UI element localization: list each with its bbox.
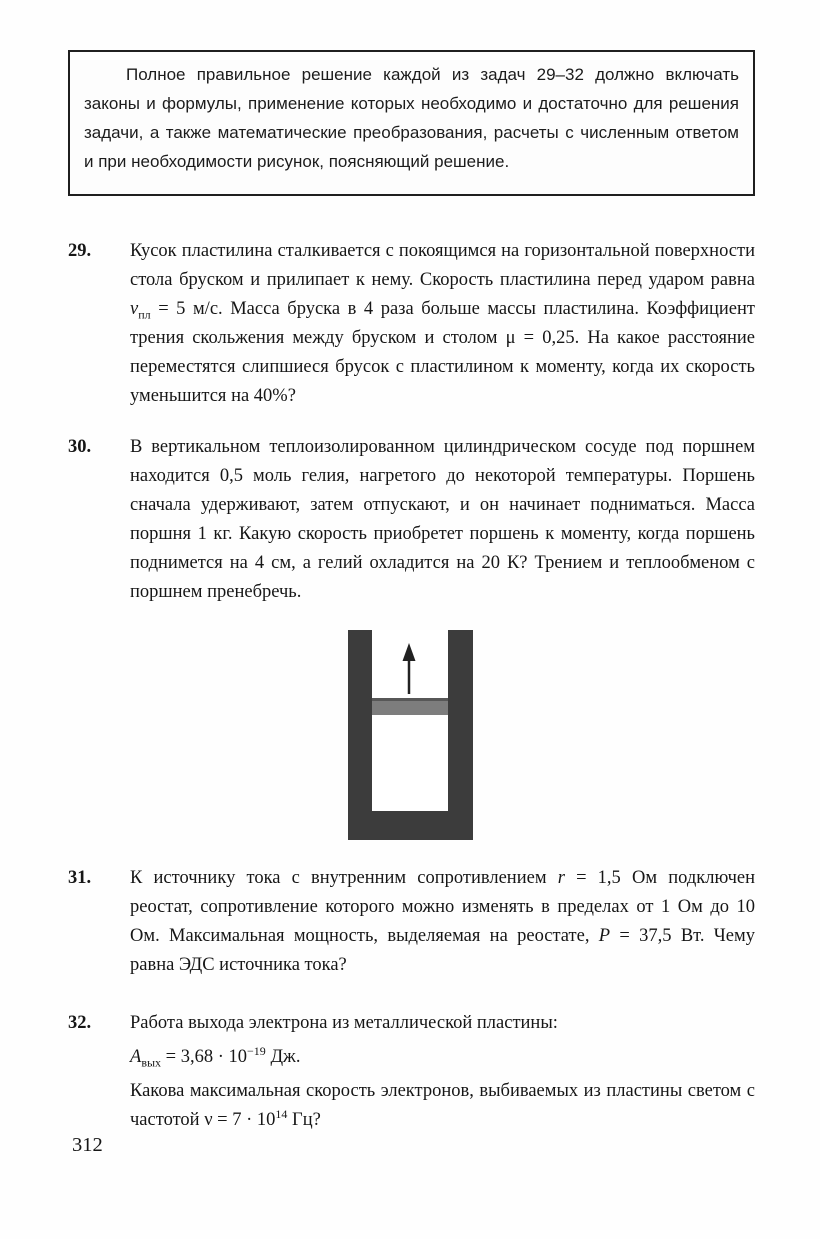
instruction-box: [68, 50, 755, 196]
problem-number: 31.: [68, 868, 92, 888]
instruction-text: Полное правильное решение каждой из задач 29–32 должно включать законы и формулы, применение которых необходимо и достаточно для решения задачи, а также математические преобразования, расчеты с численным ответом и при необходимости рисунок, поясняющий решение.: [84, 65, 739, 171]
problem-32: [68, 1009, 755, 1135]
problem-29: [68, 237, 755, 411]
problem-number: 30.: [68, 437, 92, 457]
problem-paragraph: К источнику тока с внутренним сопротивлением r = 1,5 Ом подключен реостат, сопротивление которого можно изменять в пределах от 1 Ом до 10 Ом. Максимальная мощность, выделяемая на реостате, P = 37,5 Вт. Чему равна ЭДС источника тока?: [130, 868, 755, 975]
problem-text: [130, 1009, 755, 1135]
problem-paragraph: Работа выхода электрона из металлической пластины:: [130, 1013, 558, 1033]
problem-30: [68, 433, 755, 607]
problem-31: [68, 864, 755, 980]
problem-formula: $A_{вых} = 3,68 \cdot 10^{-19}$ Дж.: [130, 1043, 301, 1070]
page-number: 312: [72, 1134, 103, 1156]
problem-number: 29.: [68, 241, 92, 261]
piston-top-edge: [372, 698, 448, 701]
cylinder-figure: [348, 630, 473, 840]
problem-text: [130, 237, 755, 411]
problem-text: [130, 864, 755, 980]
cylinder-bottom-wall: [348, 811, 473, 840]
problem-paragraph: Какова максимальная скорость электронов, выбиваемых из пластины светом с частотой $\nu = 7 \cdot 10^{14}$ Гц?: [130, 1081, 755, 1130]
cylinder-right-wall: [448, 630, 473, 840]
problem-text: [130, 433, 755, 607]
cylinder-left-wall: [348, 630, 372, 840]
piston-cylinder-svg: [348, 630, 473, 840]
problem-number: 32.: [68, 1013, 92, 1033]
problem-paragraph: В вертикальном теплоизолированном цилиндрическом сосуде под поршнем находится 0,5 моль гелия, нагретого до некоторой температуры. Поршень сначала удерживают, затем отпускают, и он начинает подниматься. Масса поршня 1 кг. Какую скорость приобретет поршень к моменту, когда поршень поднимется на 4 см, а гелий охладится на 20 К? Трением и теплообменом с поршнем пренебречь.: [130, 437, 755, 602]
problem-paragraph: Кусок пластилина сталкивается с покоящимся на горизонтальной поверхности стола бруском и прилипает к нему. Скорость пластилина перед ударом равна $v_{пл} = 5$ м/с. Масса бруска в 4 раза больше массы пластилина. Коэффициент трения скольжения между бруском и столом μ = 0,25. На какое расстояние переместятся слипшиеся брусок с пластилином к моменту, когда их скорость уменьшится на 40%?: [130, 241, 755, 406]
